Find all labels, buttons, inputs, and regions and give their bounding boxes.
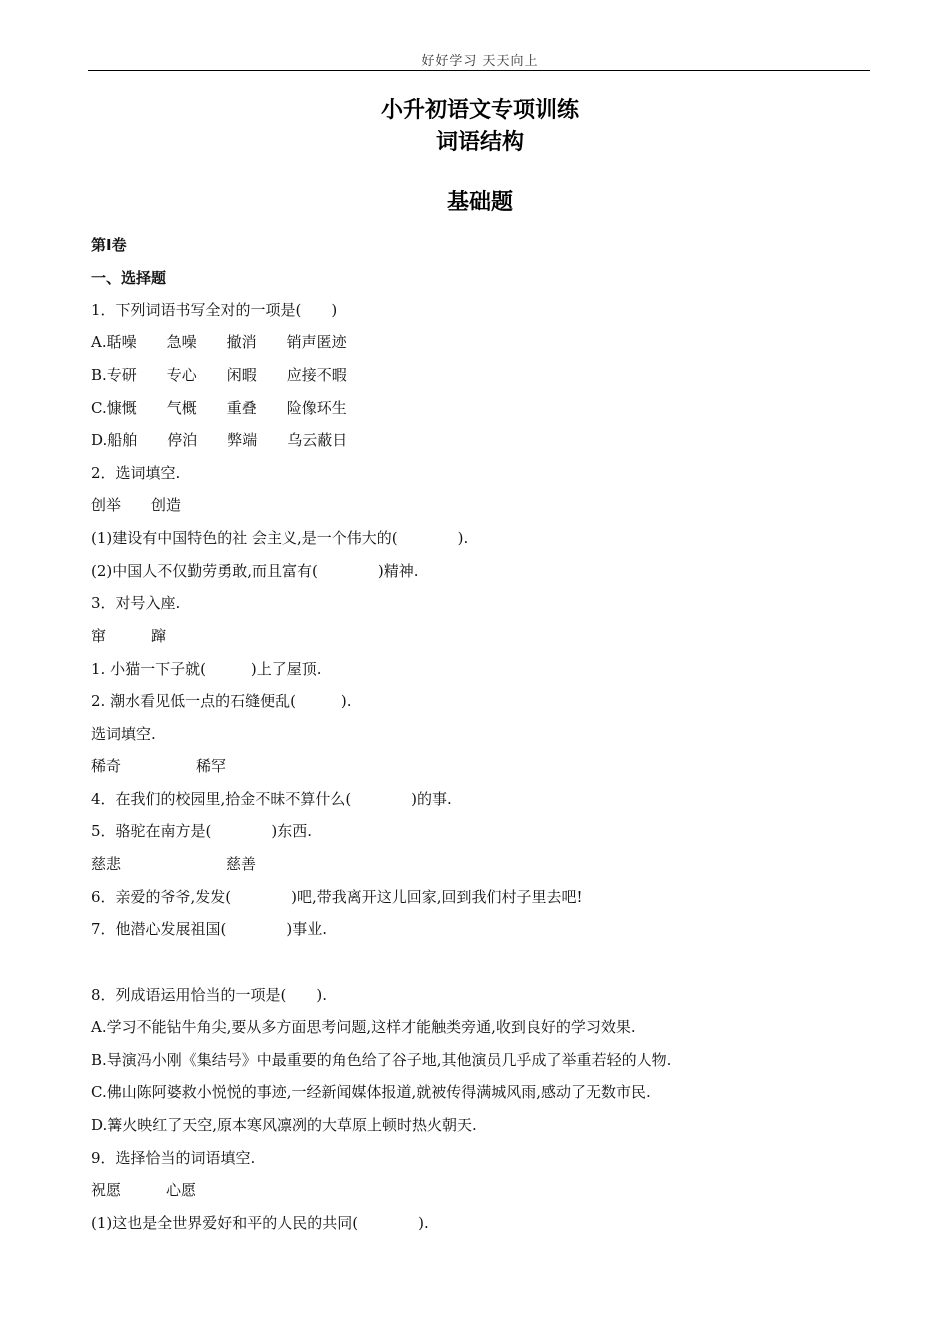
question-2-word-choices: 创举 创造 <box>91 496 182 514</box>
question-7: 7．他潜心发展祖国( )事业. <box>91 920 328 938</box>
question-1-option-c: C.慷慨 气概 重叠 险像环生 <box>91 399 347 417</box>
question-9-stem: 9．选择恰当的词语填空. <box>91 1149 256 1167</box>
question-5: 5．骆驼在南方是( )东西. <box>91 822 313 840</box>
question-8-option-a: A.学习不能钻牛角尖,要从多方面思考问题,这样才能触类旁通,收到良好的学习效果. <box>91 1018 636 1036</box>
fill-in-word-choices-2: 慈悲 慈善 <box>91 855 257 873</box>
question-3-word-choices: 窜 蹿 <box>91 627 167 645</box>
question-8-option-d: D.篝火映红了天空,原本寒风凛冽的大草原上顿时热火朝天. <box>91 1116 477 1134</box>
main-title: 小升初语文专项训练 <box>380 98 579 123</box>
question-2-item-2: (2)中国人不仅勤劳勇敢,而且富有( )精神. <box>91 562 419 580</box>
question-1-option-b: B.专研 专心 闲暇 应接不暇 <box>91 366 347 384</box>
question-8-option-b: B.导演冯小刚《集结号》中最重要的角色给了谷子地,其他演员几乎成了举重若轻的人物. <box>91 1051 672 1069</box>
fill-in-word-choices-1: 稀奇 稀罕 <box>91 757 227 775</box>
page-header-text: 好好学习 天天向上 <box>421 54 539 69</box>
question-3-item-1: 1. 小猫一下子就( )上了屋顶. <box>91 660 322 678</box>
question-3-item-2: 2. 潮水看见低一点的石缝便乱( ). <box>91 692 352 710</box>
question-8-stem: 8．列成语运用恰当的一项是( ). <box>91 986 328 1004</box>
question-9-item-1: (1)这也是全世界爱好和平的人民的共同( ). <box>91 1214 429 1232</box>
question-9-word-choices: 祝愿 心愿 <box>91 1181 197 1199</box>
question-2-item-1: (1)建设有中国特色的社 会主义,是一个伟大的( ). <box>91 529 469 547</box>
question-1-stem: 1．下列词语书写全对的一项是( ) <box>91 301 338 319</box>
section-title: 基础题 <box>446 190 513 215</box>
fill-in-stem: 选词填空. <box>91 725 156 743</box>
question-6: 6．亲爱的爷爷,发发( )吧,带我离开这儿回家,回到我们村子里去吧! <box>91 888 583 906</box>
header-divider <box>88 70 870 71</box>
question-4: 4．在我们的校园里,拾金不昧不算什么( )的事. <box>91 790 452 808</box>
question-1-option-a: A.聒噪 急噪 撤消 销声匿迹 <box>91 333 347 351</box>
question-3-stem: 3．对号入座. <box>91 594 181 612</box>
question-1-option-d: D.船舶 停泊 弊端 乌云蔽日 <box>91 431 348 449</box>
question-8-option-c: C.佛山陈阿婆救小悦悦的事迹,一经新闻媒体报道,就被传得满城风雨,感动了无数市民. <box>91 1083 651 1101</box>
volume-label: 第Ⅰ卷 <box>91 236 127 254</box>
part-label: 一、选择题 <box>91 269 167 287</box>
sub-title: 词语结构 <box>435 130 524 155</box>
question-2-stem: 2．选词填空. <box>91 464 181 482</box>
